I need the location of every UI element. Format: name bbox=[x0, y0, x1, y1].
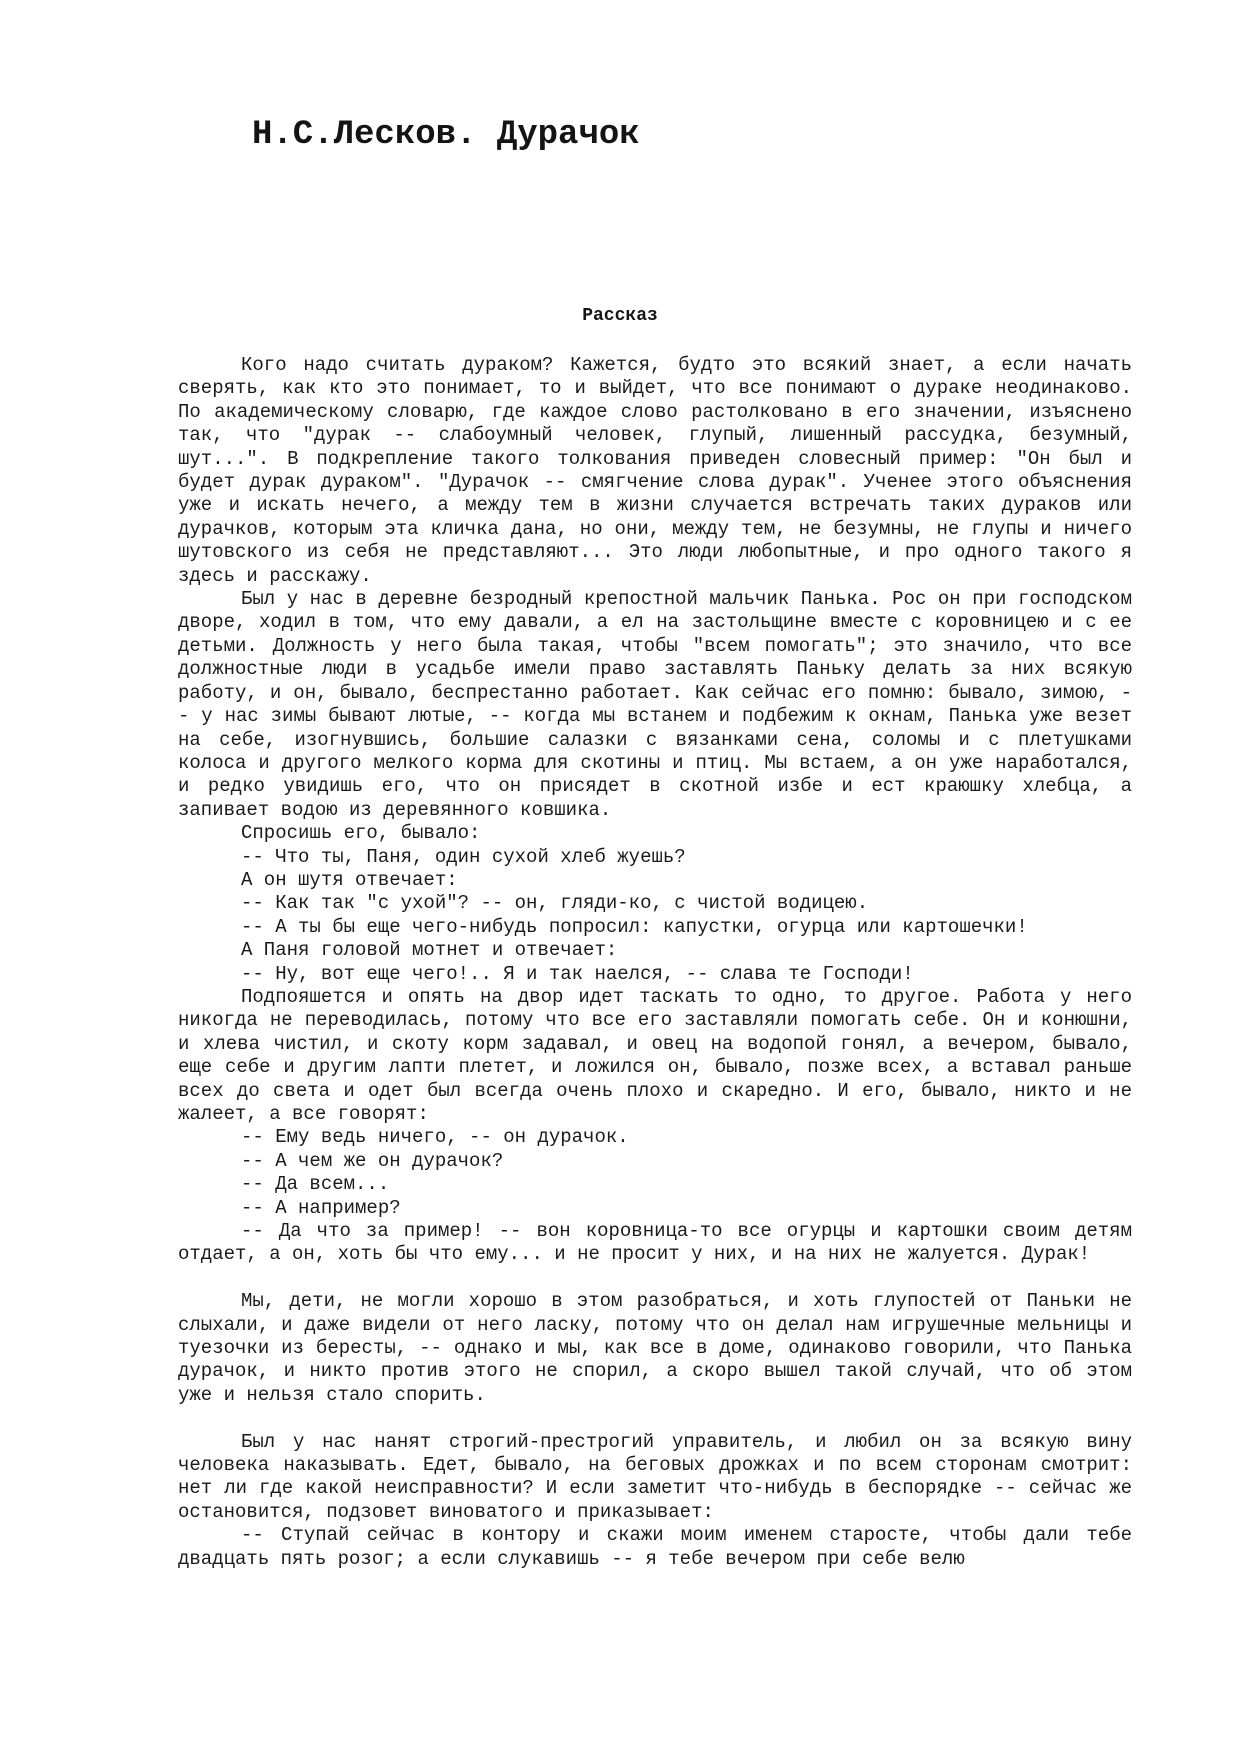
paragraph: -- Ступай сейчас в контору и скажи моим именем старосте, чтобы дали тебе двадцать пять розог; а если слукавишь -- я тебе вечером при себе велю bbox=[178, 1524, 1132, 1570]
paragraph: Был у нас в деревне безродный крепостной мальчик Панька. Рос он при господском дворе, ходил в том, что ему давали, а ел на застольщине вместе с коровницею и с ее детьми. Должность у него была такая, чтобы "всем помогать"; это значило, что все должностные люди в усадьбе имели право заставлять Паньку делать за них всякую работу, и он, бывало, беспрестанно работает. Как сейчас его помню: бывало, зимою, -- у нас зимы бывают лютые, -- когда мы встанем и подбежим к окнам, Панька уже везет на себе, изогнувшись, большие салазки с вязанками сена, соломы и с плетушками колоса и другого мелкого корма для скотины и птиц. Мы встаем, а он уже наработался, и редко увидишь его, что он присядет в скотной избе и ест краюшку хлебца, а запивает водою из деревянного ковшика. bbox=[178, 588, 1132, 821]
document-subtitle: Рассказ bbox=[582, 306, 658, 326]
paragraph: А он шутя отвечает: bbox=[241, 868, 458, 891]
paragraph: -- Как так "с ухой"? -- он, гляди-ко, с чистой водицею. bbox=[241, 892, 869, 915]
paragraph: Спросишь его, бывало: bbox=[241, 822, 481, 845]
paragraph: Подпояшется и опять на двор идет таскать то одно, то другое. Работа у него никогда не переводилась, потому что все его заставляли помогать себе. Он и конюшни, и хлева чистил, и скоту корм задавал, и овец на водопой гонял, а вечером, бывало, еще себе и другим лапти плетет, и ложился он, бывало, позже всех, а вставал раньше всех до света и одет был всегда очень плохо и скаредно. И его, бывало, никто и не жалеет, а все говорят: bbox=[178, 985, 1132, 1125]
paragraph: -- А например? bbox=[241, 1196, 401, 1219]
paragraph: Кого надо считать дураком? Кажется, будто это всякий знает, а если начать сверять, как кто это понимает, то и выйдет, что все понимают о дураке неодинаково. По академическому словарю, где каждое слово растолковано в его значении, изъяснено так, что "дурак -- слабоумный человек, глупый, лишенный рассудка, безумный, шут...". В подкрепление такого толкования приведен словесный пример: "Он был и будет дурак дураком". "Дурачок -- смягчение слова дурак". Ученее этого объяснения уже и искать нечего, а между тем в жизни случается встречать таких дураков или дурачков, которым эта кличка дана, но они, между тем, не безумны, не глупы и ничего шутовского из себя не представляют... Это люди любопытные, и про одного такого я здесь и расскажу. bbox=[178, 354, 1132, 587]
document-body bbox=[178, 354, 1132, 1571]
paragraph: -- Что ты, Паня, один сухой хлеб жуешь? bbox=[241, 845, 686, 868]
paragraph: -- Да что за пример! -- вон коровница-то все огурцы и картошки своим детям отдает, а он, хоть бы что ему... и не просит у них, и на них не жалуется. Дурак! bbox=[178, 1220, 1132, 1266]
paragraph: -- А ты бы еще чего-нибудь попросил: капустки, огурца или картошечки! bbox=[241, 915, 1028, 938]
paragraph: -- Ему ведь ничего, -- он дурачок. bbox=[241, 1126, 629, 1149]
paragraph: А Паня головой мотнет и отвечает: bbox=[241, 939, 618, 962]
paragraph: -- Ну, вот еще чего!.. Я и так наелся, -- слава те Господи! bbox=[241, 962, 914, 985]
paragraph: -- А чем же он дурачок? bbox=[241, 1149, 504, 1172]
document-title: Н.С.Лесков. Дурачок bbox=[252, 116, 640, 154]
paragraph: Мы, дети, не могли хорошо в этом разобраться, и хоть глупостей от Паньки не слыхали, и даже видели от него ласку, потому что он делал нам игрушечные мельницы и туезочки из бересты, -- однако и мы, как все в доме, одинаково говорили, что Панька дурачок, и никто против этого не спорил, а скоро вышел такой случай, что об этом уже и нельзя стало спорить. bbox=[178, 1290, 1132, 1406]
paragraph: Был у нас нанят строгий-престрогий управитель, и любил он за всякую вину человека наказывать. Едет, бывало, на беговых дрожках и по всем сторонам смотрит: нет ли где какой неисправности? И если заметит что-нибудь в беспорядке -- сейчас же остановится, подзовет виноватого и приказывает: bbox=[178, 1430, 1132, 1523]
paragraph: -- Да всем... bbox=[241, 1173, 390, 1196]
